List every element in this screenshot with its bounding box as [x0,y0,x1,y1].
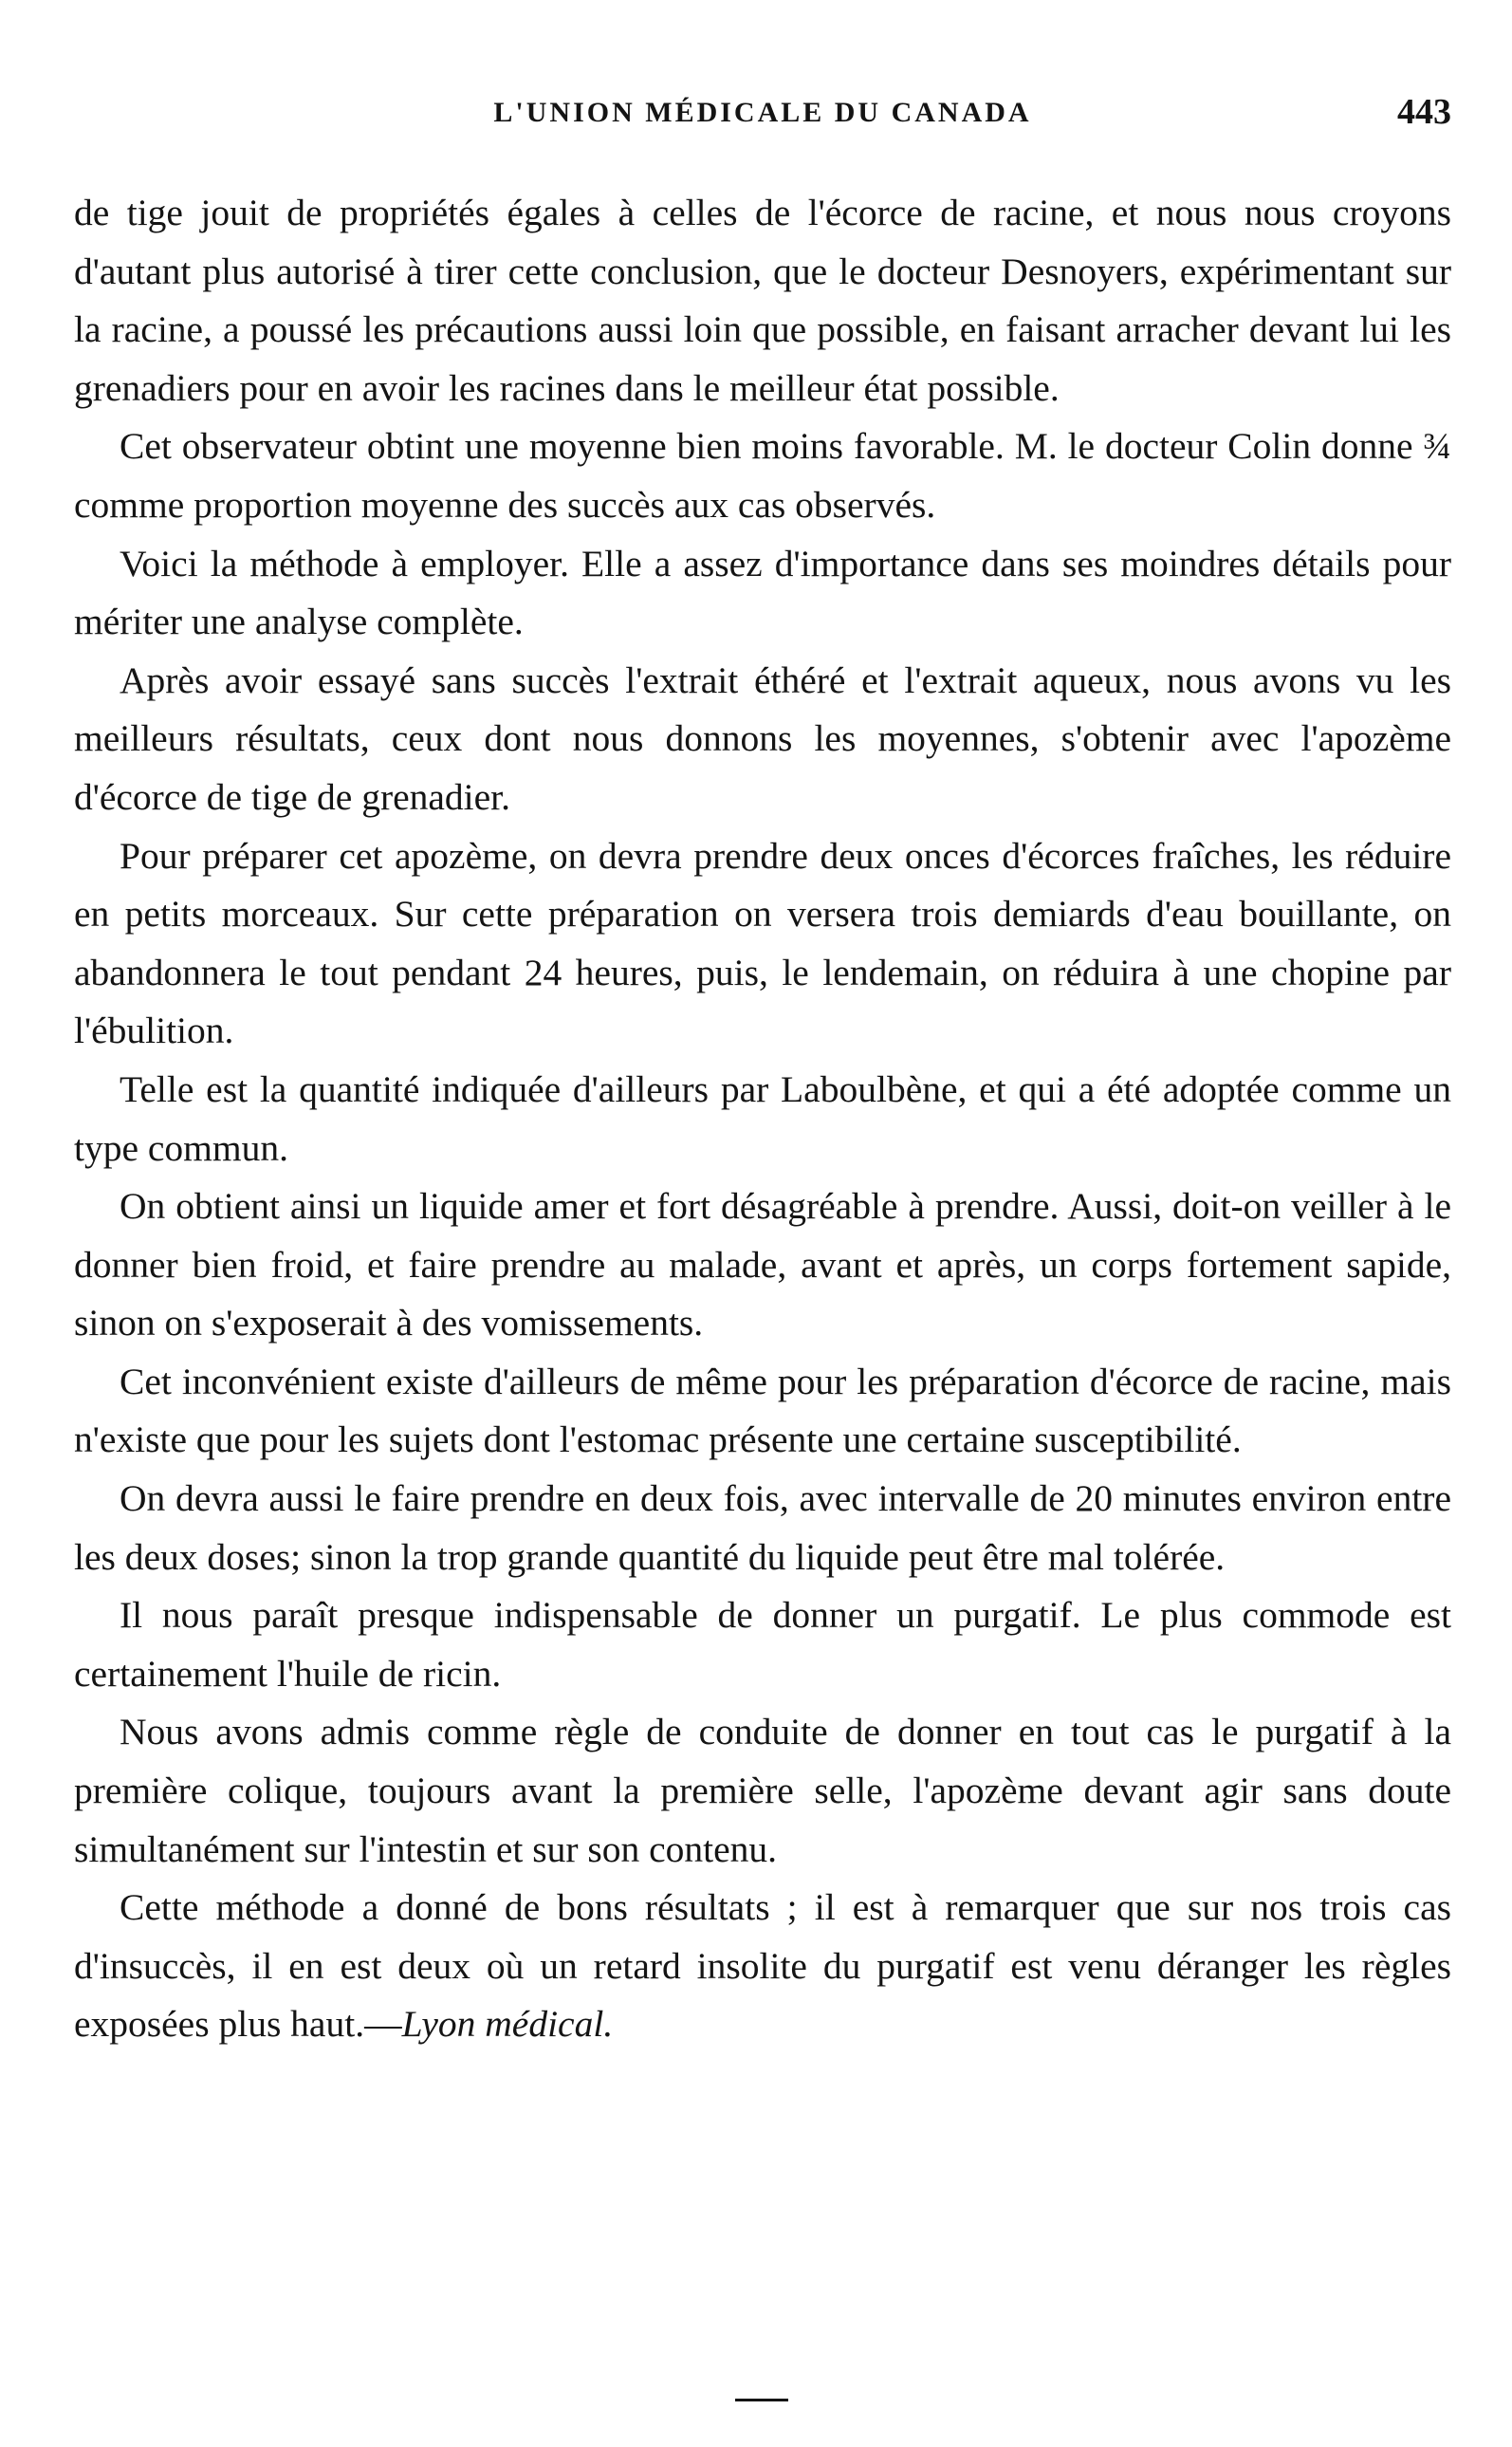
paragraph-3: Voici la méthode à employer. Elle a assez d'importance dans ses moindres détails pour mériter une analyse complète. [74,542,1451,643]
page-header [74,91,1451,158]
source-citation: Lyon médical. [401,2003,614,2046]
paragraph-9: On devra aussi le faire prendre en deux fois, avec intervalle de 20 minutes environ entre les deux doses; sinon la trop grande quantité du liquide peut être mal tolérée. [74,1477,1451,1578]
paragraph-11: Nous avons admis comme règle de conduite de donner en tout cas le purgatif à la première colique, toujours avant la première selle, l'apozème devant agir sans doute simultanément sur l'intestin et sur son contenu. [74,1711,1451,1870]
paragraph-1: de tige jouit de propriétés égales à celles de l'écorce de racine, et nous nous croyons d'autant plus autorisé à tirer cette conclusion, que le docteur Desnoyers, expérimentant sur la racine, a poussé les précautions aussi loin que possible, en faisant arracher devant lui les grenadiers pour en avoir les racines dans le meilleur état possible. [74,192,1451,409]
paragraph-10: Il nous paraît presque indispensable de donner un purgatif. Le plus commode est certainement l'huile de ricin. [74,1594,1451,1695]
page-number: 443 [1397,92,1451,132]
paragraph-2: Cet observateur obtint une moyenne bien moins favorable. M. le docteur Colin donne ¾ comme proportion moyenne des succès aux cas observés. [74,425,1451,526]
paragraph-7: On obtient ainsi un liquide amer et fort désagréable à prendre. Aussi, doit-on veiller à le donner bien froid, et faire prendre au malade, avant et après, un corps fortement sapide, sinon on s'exposerait à des vomissements. [74,1185,1451,1344]
paragraph-6: Telle est la quantité indiquée d'ailleurs par Laboulbène, et qui a été adoptée comme un type commun. [74,1067,1451,1169]
article-body [74,184,1451,2054]
paragraph-12 [74,1879,1451,2054]
paragraph-12-text: Cette méthode a donné de bons résultats ; il est à remarquer que sur nos trois cas d'insuccès, il en est deux où un retard insolite du purgatif est venu déranger les règles exposées plus haut.— [74,1886,1451,2046]
document-page [74,91,1451,2406]
running-title: L'UNION MÉDICALE DU CANADA [493,97,1032,128]
paragraph-4: Après avoir essayé sans succès l'extrait éthéré et l'extrait aqueux, nous avons vu les meilleurs résultats, ceux dont nous donnons les moyennes, s'obtenir avec l'apozème d'écorce de tige de grenadier. [74,658,1451,818]
paragraph-5: Pour préparer cet apozème, on devra prendre deux onces d'écorces fraîches, les réduire en petits morceaux. Sur cette préparation on versera trois demiards d'eau bouillante, on abandonnera le tout pendant 24 heures, puis, le lendemain, on réduira à une chopine par l'ébulition. [74,834,1451,1052]
closing-rule [735,2399,788,2401]
paragraph-8: Cet inconvénient existe d'ailleurs de même pour les préparation d'écorce de racine, mais n'existe que pour les sujets dont l'estomac présente une certaine susceptibilité. [74,1360,1451,1461]
